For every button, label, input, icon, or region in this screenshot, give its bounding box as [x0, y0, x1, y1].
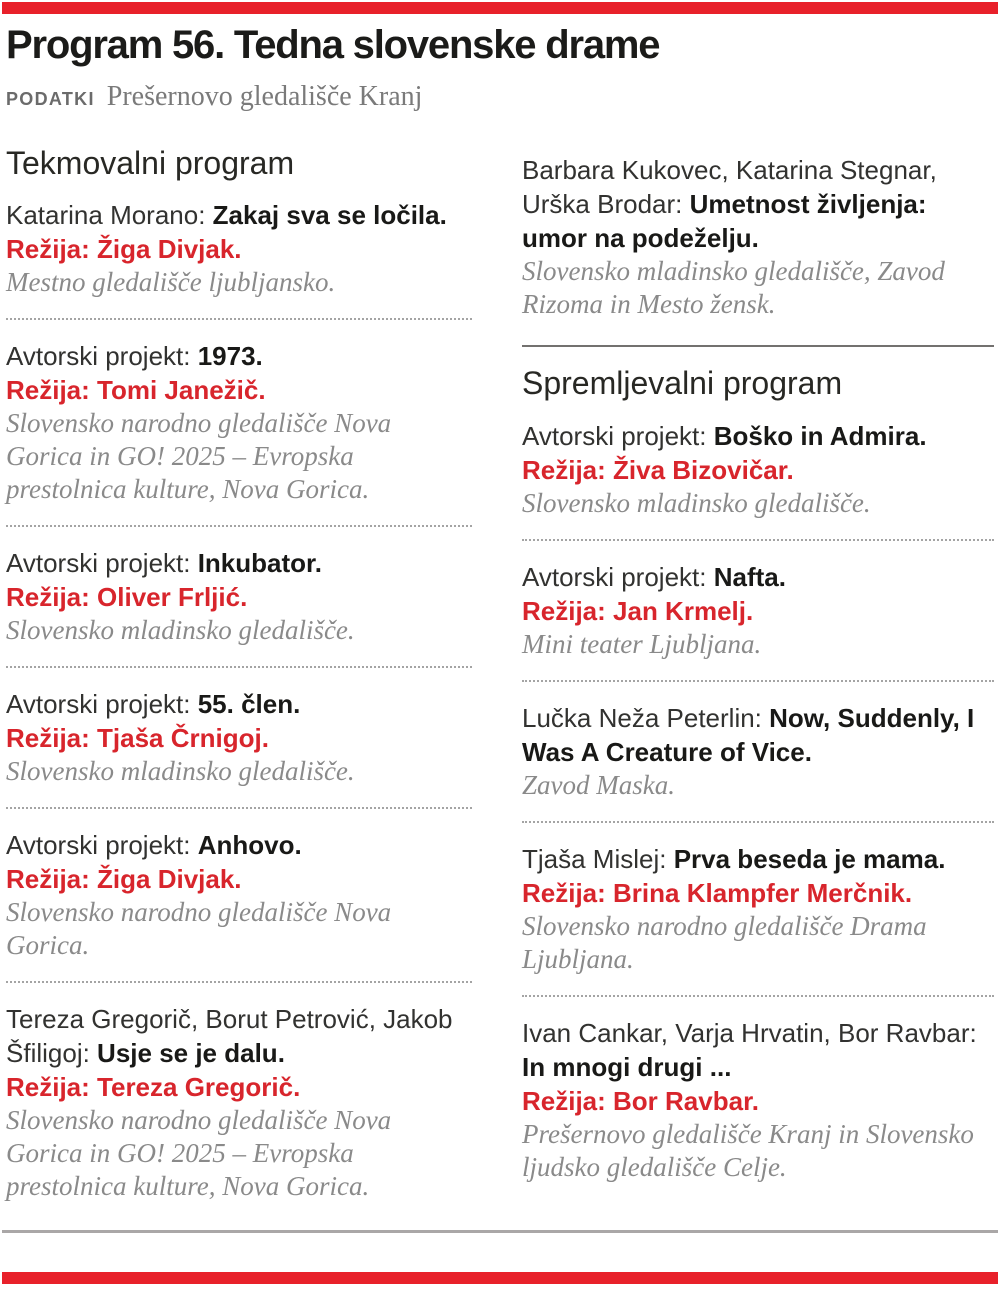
program-entry: [6, 687, 472, 788]
section-heading-accompanying: Spremljevalni program: [522, 365, 843, 401]
dotted-separator: [6, 318, 472, 320]
entry-authors: Avtorski projekt:: [6, 548, 198, 578]
entry-authors: Tereza Gregorič, Borut Petrović, Jakob Šfiligoj:: [6, 1004, 453, 1068]
dotted-separator: [522, 995, 994, 997]
entry-title-line: [522, 419, 994, 453]
program-entry: [522, 560, 994, 661]
entry-theatre: Slovensko narodno gledališče Drama Ljubljana.: [522, 911, 927, 974]
entry-theatre: Slovensko narodno gledališče Nova Gorica.: [6, 897, 392, 960]
entry-authors: Avtorski projekt:: [6, 830, 198, 860]
footer-rule: [2, 1230, 998, 1233]
entry-authors: Tjaša Mislej:: [522, 844, 674, 874]
dotted-separator: [6, 981, 472, 983]
entry-title-line: [6, 198, 472, 232]
entry-title-line: [522, 1016, 994, 1084]
entry-work-title: Prva beseda je mama.: [673, 844, 946, 874]
subtitle-line: [6, 81, 994, 113]
program-entry: [6, 546, 472, 647]
entry-director: Režija: Jan Krmelj.: [522, 596, 754, 626]
entry-theatre: Slovensko mladinsko gledališče.: [522, 488, 871, 518]
entry-work-title: Inkubator.: [197, 548, 322, 578]
entry-director: Režija: Tomi Janežič.: [6, 375, 266, 405]
entry-theatre: Mini teater Ljubljana.: [522, 629, 762, 659]
dotted-separator: [522, 539, 994, 541]
entry-director: Režija: Bor Ravbar.: [522, 1086, 759, 1116]
entry-director: Režija: Oliver Frljić.: [6, 582, 248, 612]
entry-title-line: [522, 842, 994, 876]
bottom-accent-bar: [2, 1272, 998, 1284]
entry-director: Režija: Živa Bizovičar.: [522, 455, 794, 485]
entry-work-title: Anhovo.: [197, 830, 302, 860]
program-entry: [6, 828, 472, 962]
entry-director: Režija: Brina Klampfer Merčnik.: [522, 878, 913, 908]
entry-title-line: [6, 1002, 472, 1070]
entry-director: Režija: Žiga Divjak.: [6, 234, 242, 264]
two-column-layout: [6, 143, 994, 1203]
entry-title-line: [6, 828, 472, 862]
program-entry: [6, 1002, 472, 1203]
entry-authors: Avtorski projekt:: [522, 562, 714, 592]
entry-director: Režija: Žiga Divjak.: [6, 864, 242, 894]
entry-title-line: [6, 687, 472, 721]
top-accent-bar: [2, 2, 998, 14]
column-accompanying-program: [522, 143, 994, 1203]
program-entry: [522, 701, 994, 802]
entry-theatre: Mestno gledališče ljubljansko.: [6, 267, 336, 297]
entry-work-title: Now, Suddenly, I Was A Creature of Vice.: [522, 703, 975, 767]
program-entry: [6, 339, 472, 506]
entry-theatre: Prešernovo gledališče Kranj in Slovensko ljudsko gledališče Celje.: [522, 1119, 974, 1182]
program-entry: [522, 1016, 994, 1184]
entry-director: Režija: Tjaša Črnigoj.: [6, 723, 269, 753]
entry-authors: Lučka Neža Peterlin:: [522, 703, 770, 733]
entry-director: Režija: Tereza Gregorič.: [6, 1072, 301, 1102]
entry-title-line: [522, 560, 994, 594]
entry-work-title: Boško in Admira.: [713, 421, 927, 451]
page-title: Program 56. Tedna slovenske drame: [6, 23, 660, 67]
dotted-separator: [522, 821, 994, 823]
entry-title-line: [6, 546, 472, 580]
dotted-separator: [522, 680, 994, 682]
kicker-label: PODATKI: [6, 89, 95, 109]
entry-authors: Barbara Kukovec, Katarina Stegnar, Urška Brodar:: [522, 155, 937, 219]
entry-theatre: Slovensko mladinsko gledališče.: [6, 615, 355, 645]
program-entry: [522, 842, 994, 976]
entry-authors: Ivan Cankar, Varja Hrvatin, Bor Ravbar:: [522, 1018, 977, 1048]
competitive-entries-list: [6, 198, 472, 1203]
section-heading-competitive: Tekmovalni program: [6, 145, 295, 181]
entry-work-title: In mnogi drugi ...: [522, 1052, 732, 1082]
entry-title-line: [522, 701, 994, 769]
entry-work-title: Umetnost življenja: umor na podeželju.: [522, 189, 927, 253]
competitive-entries-continued: [522, 143, 994, 321]
dotted-separator: [6, 666, 472, 668]
entry-title-line: [6, 339, 472, 373]
entry-authors: Katarina Morano:: [6, 200, 213, 230]
entry-theatre: Slovensko narodno gledališče Nova Gorica in GO! 2025 – Evropska prestolnica kulture, Nova Gorica.: [6, 1105, 392, 1201]
program-entry: [6, 198, 472, 299]
program-entry: [522, 419, 994, 520]
entry-theatre: Slovensko narodno gledališče Nova Gorica in GO! 2025 – Evropska prestolnica kulture, Nova Gorica.: [6, 408, 392, 504]
source-label: Prešernovo gledališče Kranj: [106, 81, 423, 112]
column-competitive-program: [6, 143, 472, 1203]
entry-work-title: 1973.: [197, 341, 263, 371]
entry-title-line: [522, 153, 994, 255]
accompanying-entries-list: [522, 419, 994, 1184]
program-entry: [522, 153, 994, 321]
entry-theatre: Slovensko mladinsko gledališče, Zavod Rizoma in Mesto žensk.: [522, 256, 945, 319]
dotted-separator: [6, 525, 472, 527]
entry-authors: Avtorski projekt:: [6, 689, 198, 719]
entry-authors: Avtorski projekt:: [6, 341, 198, 371]
entry-work-title: 55. člen.: [197, 689, 301, 719]
entry-authors: Avtorski projekt:: [522, 421, 714, 451]
entry-work-title: Usje se je dalu.: [97, 1038, 285, 1068]
entry-theatre: Slovensko mladinsko gledališče.: [6, 756, 355, 786]
dotted-separator: [6, 807, 472, 809]
entry-theatre: Zavod Maska.: [522, 770, 675, 800]
entry-work-title: Nafta.: [713, 562, 786, 592]
section-divider-rule: [522, 345, 994, 347]
page-header: [6, 24, 994, 113]
entry-work-title: Zakaj sva se ločila.: [212, 200, 447, 230]
